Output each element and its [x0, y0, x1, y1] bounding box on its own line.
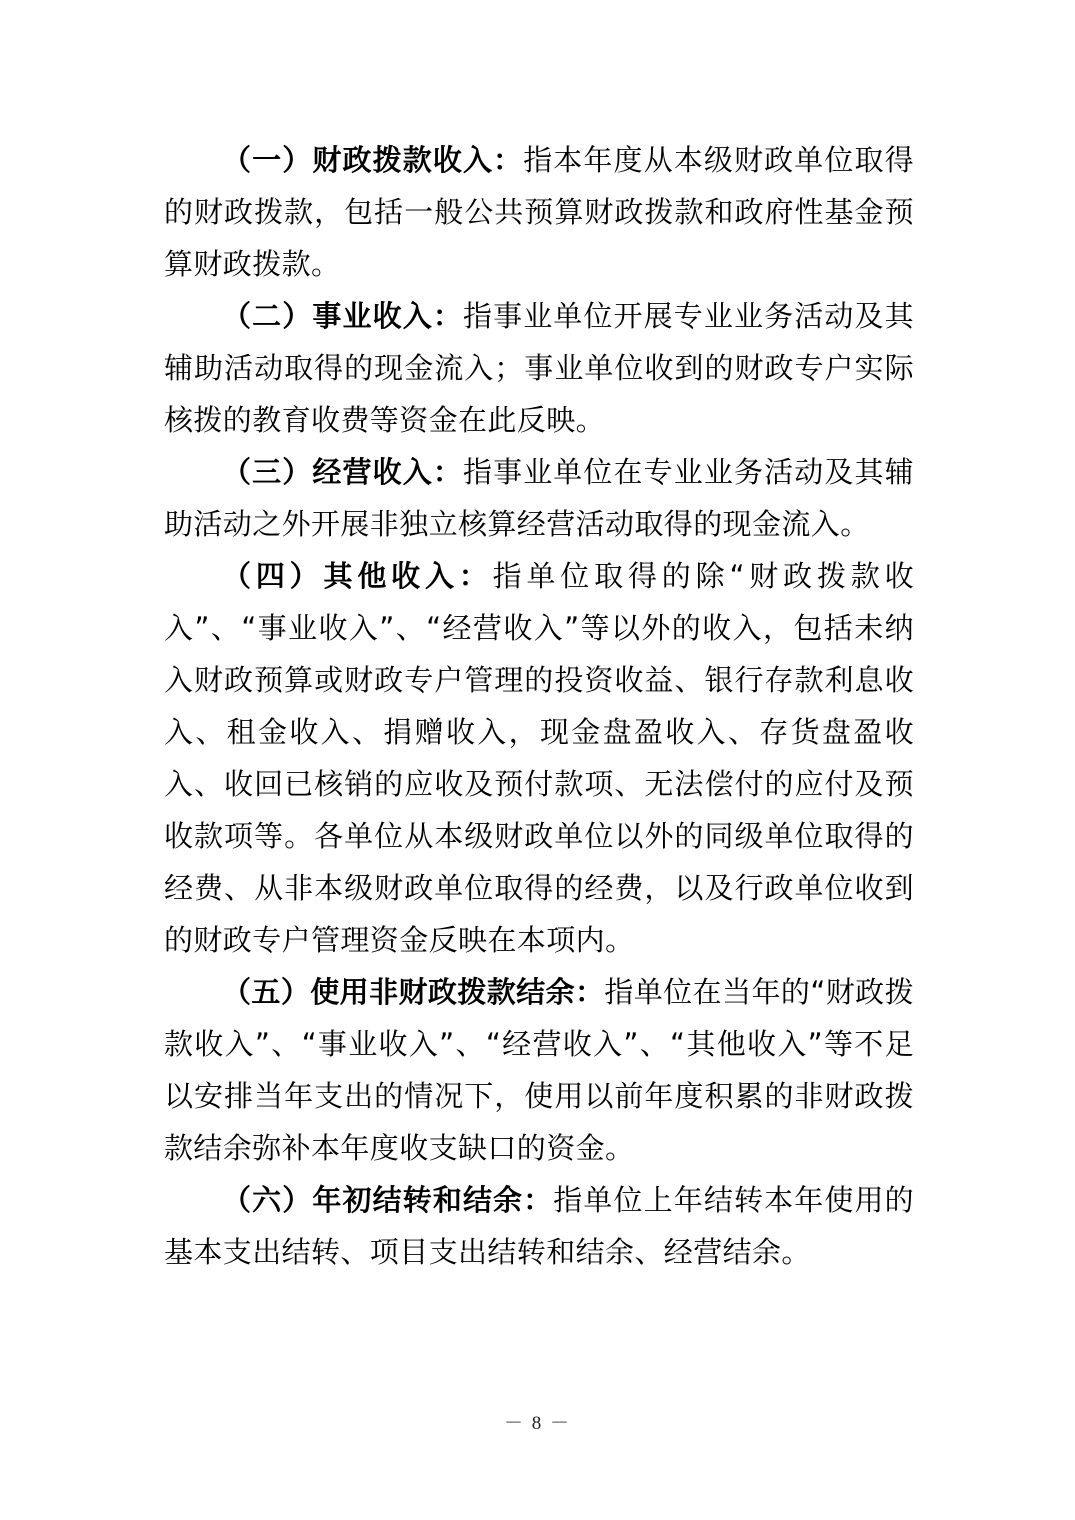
paragraph-text: 指单位上年结转本年使用的基本支出结转、项目支出结转和结余、经营结余。: [164, 1183, 914, 1269]
paragraph-term: （六）年初结转和结余：: [222, 1183, 554, 1217]
paragraph-text: 指本年度从本级财政单位取得的财政拨款，包括一般公共预算财政拨款和政府性基金预算财政拨款。: [164, 143, 914, 281]
paragraph-business-income: [164, 290, 914, 446]
paragraph-term: （三）经营收入：: [222, 455, 463, 489]
page-number: － 8 －: [503, 1413, 571, 1434]
paragraph-text: 指单位取得的除“财政拨款收入”、“事业收入”、“经营收入”等以外的收入，包括未纳入财政预算或财政专户管理的投资收益、银行存款利息收入、租金收入、捐赠收入，现金盘盈收入、存货盘盈收入、收回已核销的应收及预付款项、无法偿付的应付及预收款项等。各单位从本级财政单位以外的同级单位取得的经费、从非本级财政单位取得的经费，以及行政单位收到的财政专户管理资金反映在本项内。: [164, 559, 915, 957]
paragraph-non-fiscal-surplus-usage: [164, 966, 914, 1174]
paragraph-carryover-and-surplus: [164, 1174, 914, 1278]
paragraph-other-income: [164, 550, 914, 966]
paragraph-text: 指事业单位在专业业务活动及其辅助活动之外开展非独立核算经营活动取得的现金流入。: [164, 455, 914, 541]
paragraph-text: 指单位在当年的“财政拨款收入”、“事业收入”、“经营收入”、“其他收入”等不足以安排当年支出的情况下，使用以前年度积累的非财政拨款结余弥补本年度收支缺口的资金。: [164, 975, 914, 1165]
paragraph-fiscal-appropriation-income: [164, 134, 914, 290]
paragraph-term: （一）财政拨款收入：: [222, 143, 524, 177]
paragraph-text: 指事业单位开展专业业务活动及其辅助活动取得的现金流入；事业单位收到的财政专户实际核拨的教育收费等资金在此反映。: [164, 299, 914, 437]
paragraph-operating-income: [164, 446, 914, 550]
paragraph-term: （二）事业收入：: [222, 299, 463, 333]
paragraph-term: （四）其他收入：: [222, 559, 493, 593]
document-body: [164, 134, 914, 1278]
paragraph-term: （五）使用非财政拨款结余：: [222, 975, 605, 1009]
